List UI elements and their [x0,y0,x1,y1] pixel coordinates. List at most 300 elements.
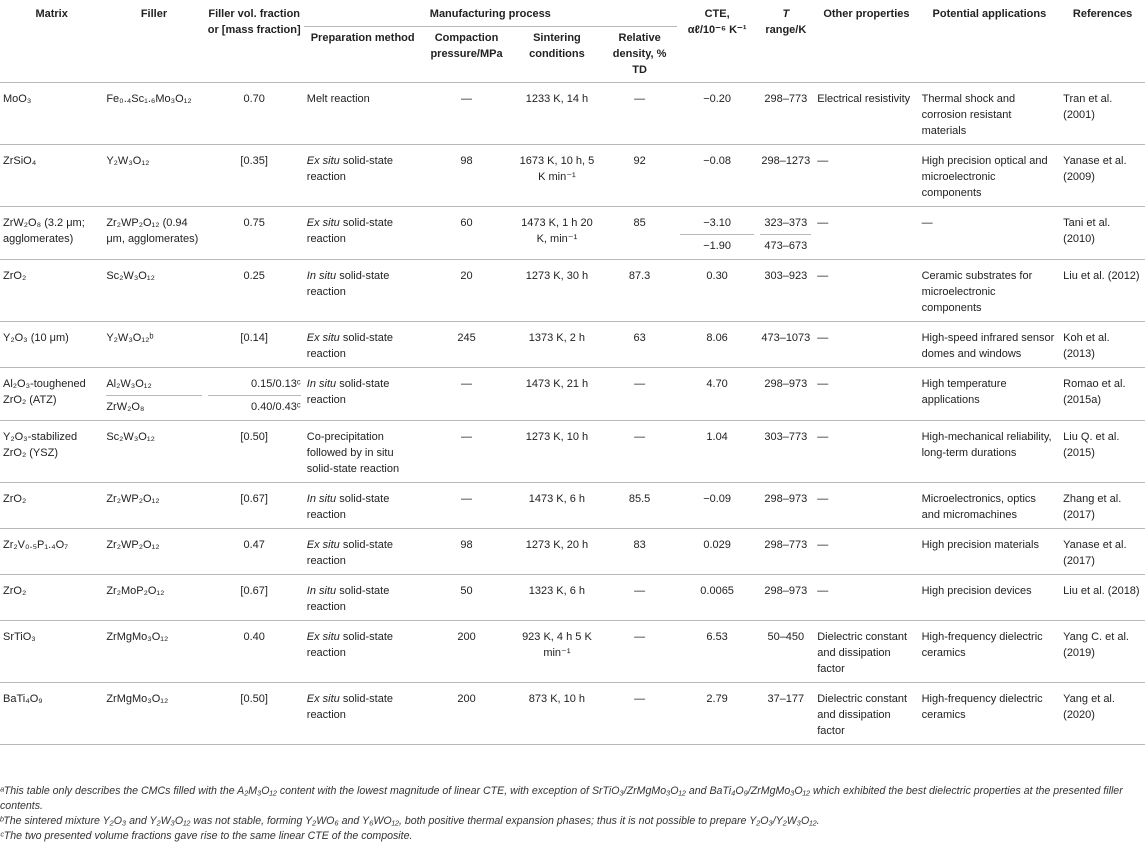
cte-text: 4.70 [706,378,728,390]
cell-reference [1060,322,1145,368]
filler-text: Zr₂WP₂O₁₂ [106,493,160,505]
fraction-text: [0.50] [240,431,268,443]
cell-pressure [422,421,512,483]
table-row [0,207,1145,260]
pressure-text: — [461,431,473,443]
trange-text: 298–973 [764,585,808,597]
density-text: — [634,378,646,390]
cell-pressure [422,207,512,260]
pressure-text: — [461,378,473,390]
fraction-text: 0.25 [243,270,265,282]
cell-filler [103,421,204,483]
cell-other [814,529,918,575]
pressure-text: 200 [457,693,476,705]
cell-pressure [422,260,512,322]
cte-text: 0.30 [706,270,728,282]
reference-text: Yanase et al. (2017) [1063,539,1127,567]
cell-cte [677,207,758,260]
header-cte-line1: CTE, [704,8,730,20]
sintering-text: 1273 K, 30 h [525,270,589,282]
cell-density [602,483,676,529]
density-text: 63 [633,332,646,344]
cell-fraction [205,483,304,529]
header-sintering: Sintering conditions [529,32,585,60]
cell-applications [919,83,1061,145]
cell-other [814,260,918,322]
filler-text: ZrMgMo₃O₁₂ [106,631,169,643]
cell-fraction [205,421,304,483]
cell-prep [304,483,422,529]
cell-prep [304,575,422,621]
cell-other [814,207,918,260]
prep-text: solid-state reaction [306,155,393,183]
trange-text-2: 473–673 [764,240,808,252]
cell-density [602,260,676,322]
cell-sintering [511,322,602,368]
density-text: 85 [633,217,646,229]
table-row [0,683,1145,745]
trange-text: 323–373 [760,215,811,235]
prep-emphasis: Ex situ [306,155,340,167]
cte-text: 2.79 [706,693,728,705]
sintering-text: 1673 K, 10 h, 5 K min⁻¹ [519,155,595,183]
cell-trange [757,207,814,260]
cell-trange [757,575,814,621]
cell-matrix [0,529,103,575]
pressure-text: 98 [460,539,473,551]
cell-density [602,83,676,145]
cell-applications [919,529,1061,575]
cell-sintering [511,575,602,621]
prep-emphasis: Ex situ [306,631,340,643]
filler-text: Y₂W₃O₁₂ᵇ [106,332,154,344]
reference-text: Tran et al. (2001) [1063,93,1113,121]
cell-fraction [205,322,304,368]
prep-emphasis: In situ [306,270,337,282]
header-prep: Preparation method [310,32,415,44]
sintering-text: 923 K, 4 h 5 K min⁻¹ [522,631,592,659]
cell-matrix [0,483,103,529]
table-row [0,145,1145,207]
cell-prep [304,621,422,683]
filler-text: Zr₂WP₂O₁₂ [106,539,160,551]
applications-text: Ceramic substrates for microelectronic components [921,270,1033,314]
other-text: — [817,155,829,167]
pressure-text: 20 [460,270,473,282]
cell-matrix [0,421,103,483]
cell-applications [919,683,1061,745]
cell-applications [919,260,1061,322]
other-text: — [817,217,829,229]
cell-fraction [205,260,304,322]
cell-prep [304,421,422,483]
cte-text-2: −1.90 [703,240,732,252]
cell-other [814,483,918,529]
cell-applications [919,207,1061,260]
filler-text: Zr₂MoP₂O₁₂ [106,585,165,597]
cell-reference [1060,368,1145,421]
cell-cte [677,260,758,322]
trange-text: 298–773 [764,93,808,105]
cell-filler [103,529,204,575]
cell-cte [677,575,758,621]
cell-fraction [205,83,304,145]
prep-text: solid-state reaction [306,693,393,721]
filler-text: ZrMgMo₃O₁₂ [106,693,169,705]
density-text: 83 [633,539,646,551]
cell-pressure [422,621,512,683]
reference-text: Yang et al. (2020) [1063,693,1115,721]
cell-other [814,421,918,483]
cte-text: 0.029 [703,539,731,551]
cell-sintering [511,368,602,421]
density-text: — [634,693,646,705]
prep-text: Co-precipitation followed by in situ solid-state reaction [306,431,400,475]
cell-matrix [0,368,103,421]
cell-sintering [511,529,602,575]
cell-reference [1060,260,1145,322]
cell-cte [677,83,758,145]
prep-text: solid-state reaction [306,217,393,245]
matrix-text: ZrO₂ [3,270,27,282]
cell-density [602,529,676,575]
cell-applications [919,483,1061,529]
footnote-a: ᵃThis table only describes the CMCs filled with the A₂M₃O₁₂ content with the lowest magnitude of linear CTE, with exception of SrTiO₃/ZrMgMo₃O₁₂ and BaTi₄O₉/ZrMgMo₃O₁₂ which exhibited the best dielectric properties at the presented filler contents. [0,785,1123,812]
cte-text: 6.53 [706,631,728,643]
cell-sintering [511,207,602,260]
applications-text: High precision devices [921,585,1032,597]
cell-reference [1060,683,1145,745]
trange-text: 37–177 [767,693,805,705]
cell-cte [677,621,758,683]
other-text: — [817,332,829,344]
cell-fraction [205,207,304,260]
sintering-text: 1233 K, 14 h [525,93,589,105]
other-text: — [817,378,829,390]
table-row [0,368,1145,421]
cell-pressure [422,483,512,529]
sintering-text: 1273 K, 20 h [525,539,589,551]
pressure-text: 200 [457,631,476,643]
sintering-text: 1473 K, 1 h 20 K, min⁻¹ [521,217,593,245]
table-row [0,322,1145,368]
trange-text: 473–1073 [761,332,811,344]
cell-prep [304,368,422,421]
header-manufacturing: Manufacturing process [304,0,677,27]
cte-text: 1.04 [706,431,728,443]
fraction-text: [0.67] [240,585,268,597]
cell-fraction [205,575,304,621]
reference-text: Koh et al. (2013) [1063,332,1110,360]
other-text: — [817,270,829,282]
fraction-text: [0.50] [240,693,268,705]
table-body [0,83,1145,745]
prep-emphasis: In situ [306,378,337,390]
fraction-text: [0.67] [240,493,268,505]
cell-fraction [205,529,304,575]
cell-filler [103,207,204,260]
pressure-text: 60 [460,217,473,229]
cell-prep [304,145,422,207]
sintering-text: 1473 K, 21 h [525,378,589,390]
prep-text: Melt reaction [306,93,370,105]
header-density: Relative density, % TD [612,32,667,76]
cell-density [602,575,676,621]
sintering-text: 1373 K, 2 h [528,332,586,344]
cell-trange [757,83,814,145]
prep-emphasis: In situ [306,493,337,505]
cell-filler [103,483,204,529]
cell-trange [757,529,814,575]
cell-other [814,83,918,145]
cell-reference [1060,621,1145,683]
other-text: Dielectric constant and dissipation factor [817,631,908,675]
table-row [0,529,1145,575]
filler-text-2: ZrW₂O₈ [106,401,145,413]
cell-reference [1060,207,1145,260]
table-row [0,83,1145,145]
fraction-text: 0.70 [243,93,265,105]
applications-text: High-speed infrared sensor domes and windows [921,332,1055,360]
cell-trange [757,421,814,483]
prep-emphasis: Ex situ [306,539,340,551]
applications-text: High-mechanical reliability, long-term durations [921,431,1052,459]
cell-sintering [511,83,602,145]
cell-sintering [511,621,602,683]
cte-text: 0.0065 [700,585,734,597]
cell-prep [304,683,422,745]
cell-pressure [422,145,512,207]
table-row [0,575,1145,621]
sintering-text: 1273 K, 10 h [525,431,589,443]
cell-density [602,421,676,483]
cell-sintering [511,145,602,207]
matrix-text: MoO₃ [3,93,32,105]
fraction-text: 0.75 [243,217,265,229]
cell-other [814,145,918,207]
header-other: Other properties [823,8,910,20]
applications-text: High precision optical and microelectronic components [921,155,1048,199]
matrix-text: ZrSiO₄ [3,155,37,167]
applications-text: High-frequency dielectric ceramics [921,693,1043,721]
matrix-text: ZrO₂ [3,585,27,597]
other-text: Electrical resistivity [817,93,911,105]
header-cte [677,0,758,83]
header-row [0,0,1145,27]
cell-filler [103,145,204,207]
cell-pressure [422,368,512,421]
cell-filler [103,260,204,322]
cell-trange [757,683,814,745]
cell-matrix [0,207,103,260]
cell-reference [1060,483,1145,529]
cell-trange [757,368,814,421]
table-row [0,260,1145,322]
other-text: — [817,431,829,443]
cell-matrix [0,621,103,683]
cell-fraction [205,621,304,683]
cell-filler [103,368,204,421]
cell-pressure [422,322,512,368]
cell-cte [677,145,758,207]
cell-applications [919,322,1061,368]
cell-density [602,322,676,368]
cell-cte [677,483,758,529]
cell-pressure [422,529,512,575]
density-text: — [634,631,646,643]
cell-prep [304,322,422,368]
cell-filler [103,322,204,368]
filler-text: Y₂W₃O₁₂ [106,155,150,167]
reference-text: Liu et al. (2012) [1063,270,1140,282]
header-filler: Filler [140,8,168,20]
cell-other [814,683,918,745]
matrix-text: Al₂O₃-toughened ZrO₂ (ATZ) [3,378,86,406]
other-text: Dielectric constant and dissipation factor [817,693,908,737]
trange-text: 303–923 [764,270,808,282]
cell-matrix [0,145,103,207]
cell-sintering [511,483,602,529]
trange-text: 298–973 [764,378,808,390]
cte-text: −0.09 [703,493,732,505]
table-row [0,421,1145,483]
applications-text: High precision materials [921,539,1039,551]
pressure-text: — [461,493,473,505]
cell-matrix [0,83,103,145]
density-text: 87.3 [628,270,651,282]
header-filler-fraction: Filler vol. fraction or [mass fraction] [207,8,301,36]
cell-reference [1060,575,1145,621]
cell-matrix [0,575,103,621]
cell-filler [103,683,204,745]
reference-text: Romao et al. (2015a) [1063,378,1126,406]
density-text: — [634,93,646,105]
cell-applications [919,145,1061,207]
prep-emphasis: In situ [306,585,337,597]
fraction-text: 0.15/0.13ᶜ [208,376,301,396]
cell-matrix [0,683,103,745]
fraction-text-2: 0.40/0.43ᶜ [251,401,301,413]
cell-other [814,368,918,421]
applications-text: High temperature applications [921,378,1007,406]
cell-other [814,575,918,621]
cell-trange [757,145,814,207]
prep-text: solid-state reaction [306,332,393,360]
cell-density [602,621,676,683]
header-t-rest: range/K [765,24,807,36]
cell-density [602,207,676,260]
pressure-text: 98 [460,155,473,167]
applications-text: Microelectronics, optics and micromachines [921,493,1036,521]
filler-text: Zr₂WP₂O₁₂ (0.94 μm, agglomerates) [106,217,199,245]
cell-fraction [205,368,304,421]
trange-text: 303–773 [764,431,808,443]
footnote-b: ᵇThe sintered mixture Y₂O₃ and Y₂W₃O₁₂ was not stable, forming Y₂WO₆ and Y₆WO₁₂, both positive thermal expansion phases; thus it is not possible to prepare Y₂O₃/Y₂W₃O₁₂. [0,815,820,827]
filler-text: Al₂W₃O₁₂ [106,376,201,396]
cell-trange [757,322,814,368]
other-text: — [817,539,829,551]
header-references: References [1072,8,1133,20]
cell-applications [919,575,1061,621]
sintering-text: 873 K, 10 h [528,693,586,705]
cell-prep [304,260,422,322]
cell-prep [304,529,422,575]
fraction-text: 0.40 [243,631,265,643]
density-text: — [634,585,646,597]
fraction-text: [0.35] [240,155,268,167]
cell-applications [919,421,1061,483]
sintering-text: 1473 K, 6 h [528,493,586,505]
cell-filler [103,575,204,621]
cell-cte [677,683,758,745]
matrix-text: SrTiO₃ [3,631,36,643]
other-text: — [817,493,829,505]
matrix-text: ZrO₂ [3,493,27,505]
prep-text: solid-state reaction [306,378,390,406]
footnote-c: ᶜThe two presented volume fractions gave rise to the same linear CTE of the composite. [0,830,413,842]
header-cte-line2: αℓ/10⁻⁶ K⁻¹ [687,24,747,36]
cte-text: −0.08 [703,155,732,167]
cell-sintering [511,421,602,483]
cell-reference [1060,145,1145,207]
reference-text: Yang C. et al. (2019) [1063,631,1129,659]
cell-fraction [205,683,304,745]
density-text: 85.5 [628,493,651,505]
cell-reference [1060,83,1145,145]
filler-text: Sc₂W₃O₁₂ [106,270,155,282]
reference-text: Liu et al. (2018) [1063,585,1140,597]
cell-cte [677,421,758,483]
cell-applications [919,368,1061,421]
cell-sintering [511,260,602,322]
cell-reference [1060,529,1145,575]
cte-text: 8.06 [706,332,728,344]
applications-text: Thermal shock and corrosion resistant materials [921,93,1016,137]
density-text: — [634,431,646,443]
header-t-symbol: T [782,8,790,20]
sintering-text: 1323 K, 6 h [528,585,586,597]
cell-density [602,145,676,207]
cte-text: −3.10 [680,215,755,235]
matrix-text: Zr₂V₀.₅P₁.₄O₇ [3,539,68,551]
table-row [0,483,1145,529]
prep-text: solid-state reaction [306,539,393,567]
matrix-text: Y₂O₃-stabilized ZrO₂ (YSZ) [3,431,78,459]
footnotes [0,784,1145,844]
cell-matrix [0,322,103,368]
cell-filler [103,83,204,145]
pressure-text: 50 [460,585,473,597]
trange-text: 298–773 [764,539,808,551]
trange-text: 298–1273 [761,155,811,167]
applications-text: High-frequency dielectric ceramics [921,631,1043,659]
applications-text: — [921,217,933,229]
prep-text: solid-state reaction [306,585,390,613]
header-pressure: Compaction pressure/MPa [430,32,503,60]
cte-text: −0.20 [703,93,732,105]
cell-density [602,683,676,745]
prep-emphasis: Ex situ [306,217,340,229]
cell-reference [1060,421,1145,483]
cell-pressure [422,683,512,745]
cell-cte [677,529,758,575]
header-applications: Potential applications [932,8,1047,20]
matrix-text: Y₂O₃ (10 μm) [3,332,69,344]
prep-text: solid-state reaction [306,270,390,298]
matrix-text: ZrW₂O₈ (3.2 μm; agglomerates) [3,217,85,245]
cell-trange [757,483,814,529]
reference-text: Liu Q. et al. (2015) [1063,431,1120,459]
